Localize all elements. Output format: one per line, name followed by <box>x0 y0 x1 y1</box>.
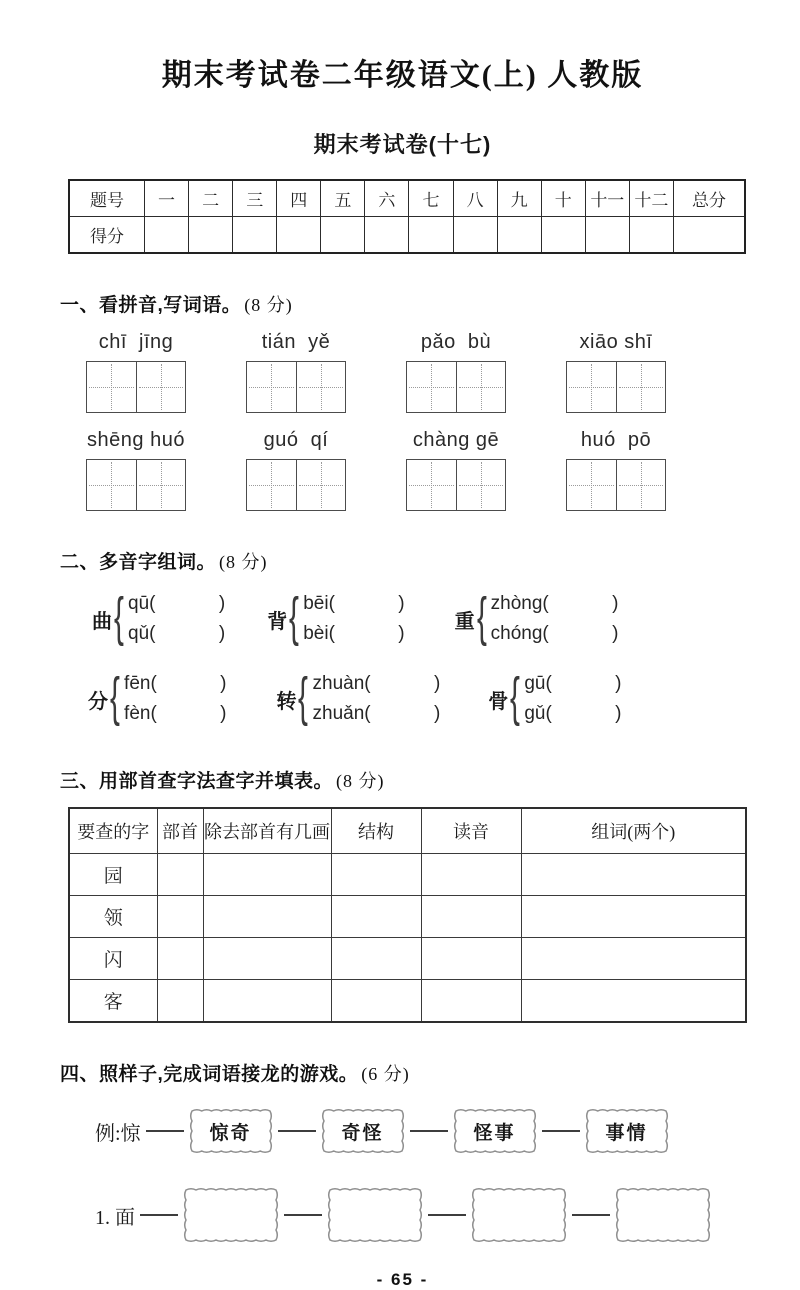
pinyin-group <box>405 331 507 413</box>
brace-glyph: { <box>510 667 521 727</box>
question-col: 三 <box>233 180 277 217</box>
pinyin-group <box>85 331 187 413</box>
dash-connector <box>572 1214 610 1216</box>
reading-line: qū( ) <box>128 593 226 614</box>
reading-line: fēn( ) <box>124 673 227 694</box>
dict-col-header: 组词(两个) <box>521 808 746 854</box>
reading-line: chóng( ) <box>490 623 619 644</box>
lookup-char: 闪 <box>69 938 157 980</box>
empty-cell <box>331 938 421 980</box>
score-cell <box>277 217 321 254</box>
empty-cell <box>421 980 521 1023</box>
brace-glyph: { <box>298 667 309 727</box>
dash-connector <box>146 1130 184 1132</box>
chain-word: 怪事 <box>473 1122 516 1144</box>
dash-connector <box>278 1130 316 1132</box>
empty-cell <box>203 938 331 980</box>
pinyin-label: shēng huó <box>87 429 185 451</box>
empty-cell <box>421 938 521 980</box>
writing-cell <box>247 460 296 510</box>
polyphone-char: 曲 <box>92 610 112 633</box>
score-header: 得分 <box>69 217 145 254</box>
pinyin-group <box>85 429 187 511</box>
chain-word-box <box>453 1108 537 1154</box>
score-cell <box>674 217 746 254</box>
dict-col-header: 部首 <box>157 808 203 854</box>
writing-cell <box>87 460 136 510</box>
writing-cell <box>456 362 506 412</box>
pinyin-row-2 <box>85 429 667 511</box>
reading-line: fèn( ) <box>124 703 227 724</box>
polyphone-row-2 <box>60 668 745 730</box>
score-cell <box>365 217 409 254</box>
dict-table-header-row <box>69 808 746 854</box>
chain-word-box <box>321 1108 405 1154</box>
polyphone-group <box>455 589 619 649</box>
polyphone-char: 分 <box>88 690 108 713</box>
score-cell <box>453 217 497 254</box>
score-cell <box>629 217 673 254</box>
score-table-question-row <box>69 180 745 217</box>
dict-col-header: 除去部首有几画 <box>203 808 331 854</box>
section2-score: (8 分) <box>219 552 268 572</box>
question-col: 十 <box>541 180 585 217</box>
writing-box <box>86 459 186 511</box>
reading-line: bēi( ) <box>303 593 405 614</box>
dash-connector <box>428 1214 466 1216</box>
empty-cell <box>203 980 331 1023</box>
reading-line: qǔ( ) <box>128 623 226 644</box>
lookup-char: 客 <box>69 980 157 1023</box>
question-col: 四 <box>277 180 321 217</box>
chain-blank-box <box>615 1187 711 1243</box>
dict-table-row <box>69 938 746 980</box>
writing-cell <box>136 362 186 412</box>
chain-word: 奇怪 <box>341 1122 384 1144</box>
polyphone-char: 转 <box>276 690 297 713</box>
empty-cell <box>203 854 331 896</box>
brace-glyph: { <box>110 667 120 727</box>
chain-blank-box <box>327 1187 423 1243</box>
reading-line: zhuǎn( ) <box>312 703 441 724</box>
section4-heading-text: 四、照样子,完成词语接龙的游戏。 <box>60 1064 359 1085</box>
polyphone-readings <box>524 669 621 729</box>
section1-heading <box>60 290 745 317</box>
polyphone-group <box>88 669 226 729</box>
section2-heading-text: 二、多音字组词。 <box>60 552 217 573</box>
question-col: 一 <box>145 180 189 217</box>
question-number-header: 题号 <box>69 180 145 217</box>
empty-cell <box>521 938 746 980</box>
pinyin-label: huó pō <box>580 429 652 451</box>
pinyin-label: chàng gē <box>412 429 500 451</box>
writing-cell <box>136 460 186 510</box>
chain-word: 惊奇 <box>209 1122 252 1144</box>
page-title: 期末考试卷二年级语文(上) 人教版 <box>161 59 644 92</box>
polyphone-group <box>92 589 225 649</box>
example-label: 例:惊 <box>95 1122 141 1145</box>
writing-cell <box>407 460 456 510</box>
score-cell <box>585 217 629 254</box>
dash-connector <box>140 1214 178 1216</box>
polyphone-char: 背 <box>267 610 288 633</box>
writing-cell <box>296 460 346 510</box>
empty-cell <box>521 896 746 938</box>
polyphone-row-1 <box>60 588 745 650</box>
question-col: 二 <box>189 180 233 217</box>
empty-cell <box>157 980 203 1023</box>
empty-cell <box>331 896 421 938</box>
pinyin-label: chī jīng <box>98 331 174 353</box>
score-cell <box>145 217 189 254</box>
writing-cell <box>567 362 616 412</box>
score-cell <box>497 217 541 254</box>
dash-connector <box>410 1130 448 1132</box>
empty-cell <box>421 854 521 896</box>
empty-cell <box>331 980 421 1023</box>
score-cell <box>409 217 453 254</box>
section4-score: (6 分) <box>361 1064 410 1084</box>
score-cell <box>321 217 365 254</box>
brace-glyph: { <box>476 587 487 647</box>
pinyin-group <box>565 429 667 511</box>
empty-cell <box>157 896 203 938</box>
polyphone-char: 骨 <box>488 690 509 713</box>
chain-blank-box <box>471 1187 567 1243</box>
section1-score: (8 分) <box>244 295 293 315</box>
polyphone-char: 重 <box>454 610 475 633</box>
total-score-col: 总分 <box>674 180 746 217</box>
dictionary-lookup-table <box>68 807 747 1023</box>
polyphone-group <box>276 669 440 729</box>
polyphone-group <box>267 589 404 649</box>
pinyin-label: xiāo shī <box>579 331 653 353</box>
pinyin-group <box>565 331 667 413</box>
writing-cell <box>616 460 666 510</box>
dict-table-row <box>69 980 746 1023</box>
pinyin-label: guó qí <box>263 429 329 451</box>
section3-heading-text: 三、用部首查字法查字并填表。 <box>60 771 334 792</box>
question-col: 十二 <box>629 180 673 217</box>
writing-box <box>566 361 666 413</box>
polyphone-readings <box>313 669 441 729</box>
writing-cell <box>247 362 296 412</box>
lookup-char: 园 <box>69 854 157 896</box>
writing-box <box>406 361 506 413</box>
pinyin-label: pǎo bù <box>420 331 492 353</box>
score-cell <box>233 217 277 254</box>
question-col: 十一 <box>585 180 629 217</box>
dict-table-row <box>69 896 746 938</box>
exam-subtitle: 期末考试卷(十七) <box>313 132 492 157</box>
dict-col-header: 结构 <box>331 808 421 854</box>
dict-col-header: 读音 <box>421 808 521 854</box>
empty-cell <box>331 854 421 896</box>
writing-box <box>566 459 666 511</box>
writing-box <box>406 459 506 511</box>
brace-glyph: { <box>114 587 124 647</box>
writing-cell <box>616 362 666 412</box>
pinyin-label: tián yě <box>261 331 331 353</box>
section1-heading-text: 一、看拼音,写词语。 <box>60 295 242 316</box>
pinyin-group <box>405 429 507 511</box>
chain-word-box <box>585 1108 669 1154</box>
item-label: 1. 面 <box>95 1206 135 1229</box>
empty-cell <box>203 896 331 938</box>
question-col: 六 <box>365 180 409 217</box>
empty-cell <box>421 896 521 938</box>
writing-box <box>246 361 346 413</box>
question-col: 八 <box>453 180 497 217</box>
writing-cell <box>407 362 456 412</box>
question-col: 七 <box>409 180 453 217</box>
reading-line: gǔ( ) <box>524 703 622 724</box>
section3-heading <box>60 766 745 793</box>
chain-word: 事情 <box>605 1122 648 1144</box>
polyphone-readings <box>491 589 619 649</box>
dash-connector <box>284 1214 322 1216</box>
reading-line: bèi( ) <box>303 623 405 644</box>
section4-heading <box>60 1059 745 1086</box>
score-cell <box>541 217 585 254</box>
writing-cell <box>456 460 506 510</box>
lookup-char: 领 <box>69 896 157 938</box>
question-col: 九 <box>497 180 541 217</box>
dict-table-row <box>69 854 746 896</box>
empty-cell <box>157 854 203 896</box>
brace-glyph: { <box>289 587 300 647</box>
writing-box <box>246 459 346 511</box>
polyphone-readings <box>303 589 404 649</box>
empty-cell <box>521 854 746 896</box>
score-table-score-row <box>69 217 745 254</box>
chain-word-box <box>189 1108 273 1154</box>
dict-col-header: 要查的字 <box>69 808 157 854</box>
polyphone-readings <box>124 669 226 729</box>
reading-line: zhòng( ) <box>490 593 619 614</box>
empty-cell <box>157 938 203 980</box>
score-table <box>68 179 746 254</box>
word-chain-answer-row <box>95 1186 745 1244</box>
writing-box <box>86 361 186 413</box>
section2-heading <box>60 547 745 574</box>
pinyin-group <box>245 331 347 413</box>
polyphone-group <box>488 669 621 729</box>
page-number: - 65 - <box>376 1270 429 1289</box>
writing-cell <box>87 362 136 412</box>
dash-connector <box>542 1130 580 1132</box>
pinyin-row-1 <box>85 331 667 413</box>
chain-blank-box <box>183 1187 279 1243</box>
empty-cell <box>521 980 746 1023</box>
reading-line: gū( ) <box>524 673 622 694</box>
polyphone-readings <box>128 589 225 649</box>
section3-score: (8 分) <box>336 771 385 791</box>
writing-cell <box>296 362 346 412</box>
score-cell <box>189 217 233 254</box>
reading-line: zhuàn( ) <box>312 673 441 694</box>
pinyin-group <box>245 429 347 511</box>
writing-cell <box>567 460 616 510</box>
word-chain-example-row <box>95 1106 745 1156</box>
question-col: 五 <box>321 180 365 217</box>
